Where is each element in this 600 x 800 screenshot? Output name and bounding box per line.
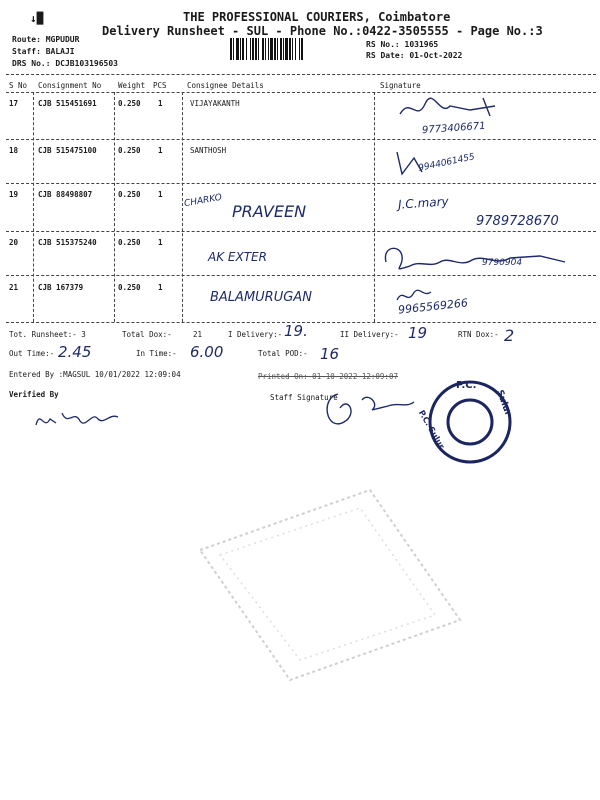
cell-pcs: 1	[158, 190, 163, 199]
in-time-value: 6.00	[190, 343, 224, 361]
corner-mark: ↓█	[30, 12, 44, 25]
barcode-bar	[262, 38, 264, 60]
total-dox-value: 21	[193, 330, 203, 339]
barcode-bar	[283, 38, 284, 60]
in-time-label: In Time:-	[136, 349, 177, 358]
barcode-bar	[274, 38, 276, 60]
handwritten-small-label: CHARKO	[183, 192, 223, 210]
row-rule	[6, 231, 596, 232]
cell-consignment: CJB 88498807	[38, 190, 93, 199]
barcode-bar	[246, 38, 247, 60]
cell-sno: 19	[9, 190, 19, 199]
staff-signature-label: Staff Signature	[270, 393, 338, 402]
cell-weight: 0.250	[118, 238, 141, 247]
barcode-bar	[230, 38, 232, 60]
cell-pcs: 1	[158, 146, 163, 155]
cell-consignment: CJB 515375240	[38, 238, 97, 247]
out-time-label: Out Time:-	[9, 349, 55, 358]
cell-sno: 18	[9, 146, 19, 155]
total-dox-label: Total Dox:-	[122, 330, 172, 339]
staff-signature-scribble	[318, 388, 418, 438]
col-header-weight: Weight	[118, 81, 146, 90]
report-subtitle: Delivery Runsheet - SUL - Phone No.:0422-3505555 - Page No.:3	[102, 24, 543, 38]
handwritten-consignee: BALAMURUGAN	[210, 290, 312, 305]
barcode-bar	[268, 38, 269, 60]
barcode-bar	[265, 38, 266, 60]
cell-weight: 0.250	[118, 99, 141, 108]
post-office-stamp	[420, 378, 520, 468]
row-rule	[6, 139, 596, 140]
barcode-bar	[255, 38, 257, 60]
col-header-consignment: Consignment No	[38, 81, 102, 90]
barcode-bar	[242, 38, 244, 60]
barcode-bar	[285, 38, 288, 60]
cell-weight: 0.250	[118, 146, 141, 155]
i-delivery-label: I Delivery:-	[228, 330, 283, 339]
ii-delivery-label: II Delivery:-	[340, 330, 399, 339]
ii-delivery-value: 19	[408, 324, 428, 342]
total-runsheet: Tot. Runsheet:- 3	[9, 330, 86, 339]
total-pod-label: Total POD:-	[258, 349, 308, 358]
barcode-bar	[301, 38, 303, 60]
cell-pcs: 1	[158, 238, 163, 247]
total-pod-value: 16	[320, 345, 340, 363]
drs-number: DRS No.: DCJB103196503	[12, 59, 118, 68]
signature-phone: 9965569266	[397, 296, 469, 317]
signature-phone: 9789728670	[476, 214, 559, 229]
barcode-bar	[236, 38, 239, 60]
printed-on: Printed On: 01-10-2022 12:09:07	[258, 372, 398, 381]
signature-name: J.C.mary	[397, 194, 450, 212]
cell-consignment: CJB 167379	[38, 283, 84, 292]
barcode-bar	[277, 38, 278, 60]
out-time-value: 2.45	[58, 343, 92, 361]
barcode-bar	[233, 38, 234, 60]
i-delivery-value: 19.	[284, 322, 308, 340]
barcode-bar	[250, 38, 251, 60]
barcode-bar	[280, 38, 282, 60]
barcode-bar	[270, 38, 273, 60]
stamp-text-right: Sulur	[494, 388, 513, 418]
verified-signature	[32, 405, 122, 435]
cell-sno: 21	[9, 283, 19, 292]
cell-sno: 17	[9, 99, 19, 108]
stamp-text-left: P.C. Sulur	[416, 408, 447, 451]
cell-consignee: VIJAYAKANTH	[190, 99, 240, 108]
barcode-bar	[292, 38, 293, 60]
cell-pcs: 1	[158, 99, 163, 108]
rtn-dox-label: RTN Dox:-	[458, 330, 499, 339]
barcode-bar	[295, 38, 296, 60]
cell-pcs: 1	[158, 283, 163, 292]
entered-by: Entered By :MAGSUL 10/01/2022 12:09:04	[9, 370, 181, 379]
cell-weight: 0.250	[118, 190, 141, 199]
barcode-bar	[240, 38, 241, 60]
signature-phone: 9790904	[482, 258, 523, 268]
signature-scribble	[380, 238, 570, 278]
col-sep-1	[33, 92, 34, 322]
barcode-bar	[258, 38, 259, 60]
report-title: THE PROFESSIONAL COURIERS, Coimbatore	[183, 10, 451, 24]
table-top-rule	[6, 74, 596, 75]
cell-consignment: CJB 515475100	[38, 146, 97, 155]
col-header-pcs: PCS	[153, 81, 167, 90]
table-header-rule	[6, 92, 596, 93]
signature-phone: 9944061455	[417, 152, 476, 174]
cell-weight: 0.250	[118, 283, 141, 292]
handwritten-consignee: AK EXTER	[208, 250, 267, 264]
row-rule	[6, 275, 596, 276]
barcode-bar	[252, 38, 254, 60]
route-label: Route: MGPUDUR	[12, 35, 80, 44]
cell-consignment: CJB 515451691	[38, 99, 97, 108]
rtn-dox-value: 2	[504, 326, 515, 345]
stamp-text-top: P.C.	[456, 380, 477, 391]
cell-consignee: SANTHOSH	[190, 146, 227, 155]
barcode-bar	[289, 38, 291, 60]
staff-label: Staff: BALAJI	[12, 47, 75, 56]
col-header-signature: Signature	[380, 81, 421, 90]
signature-phone: 9773406671	[421, 120, 486, 137]
faded-stamp-impression	[190, 480, 470, 690]
rs-date: RS Date: 01-Oct-2022	[366, 51, 463, 60]
handwritten-consignee: PRAVEEN	[232, 202, 307, 221]
col-header-consignee: Consignee Details	[187, 81, 264, 90]
verified-by-label: Verified By	[9, 390, 59, 399]
barcode-bar	[299, 38, 300, 60]
row-rule	[6, 183, 596, 184]
col-sep-3	[182, 92, 183, 322]
barcode	[230, 38, 358, 60]
col-sep-2	[114, 92, 115, 322]
cell-sno: 20	[9, 238, 19, 247]
col-header-sno: S No	[9, 81, 28, 90]
col-sep-4	[374, 92, 375, 322]
rs-number: RS No.: 1031965	[366, 40, 439, 49]
